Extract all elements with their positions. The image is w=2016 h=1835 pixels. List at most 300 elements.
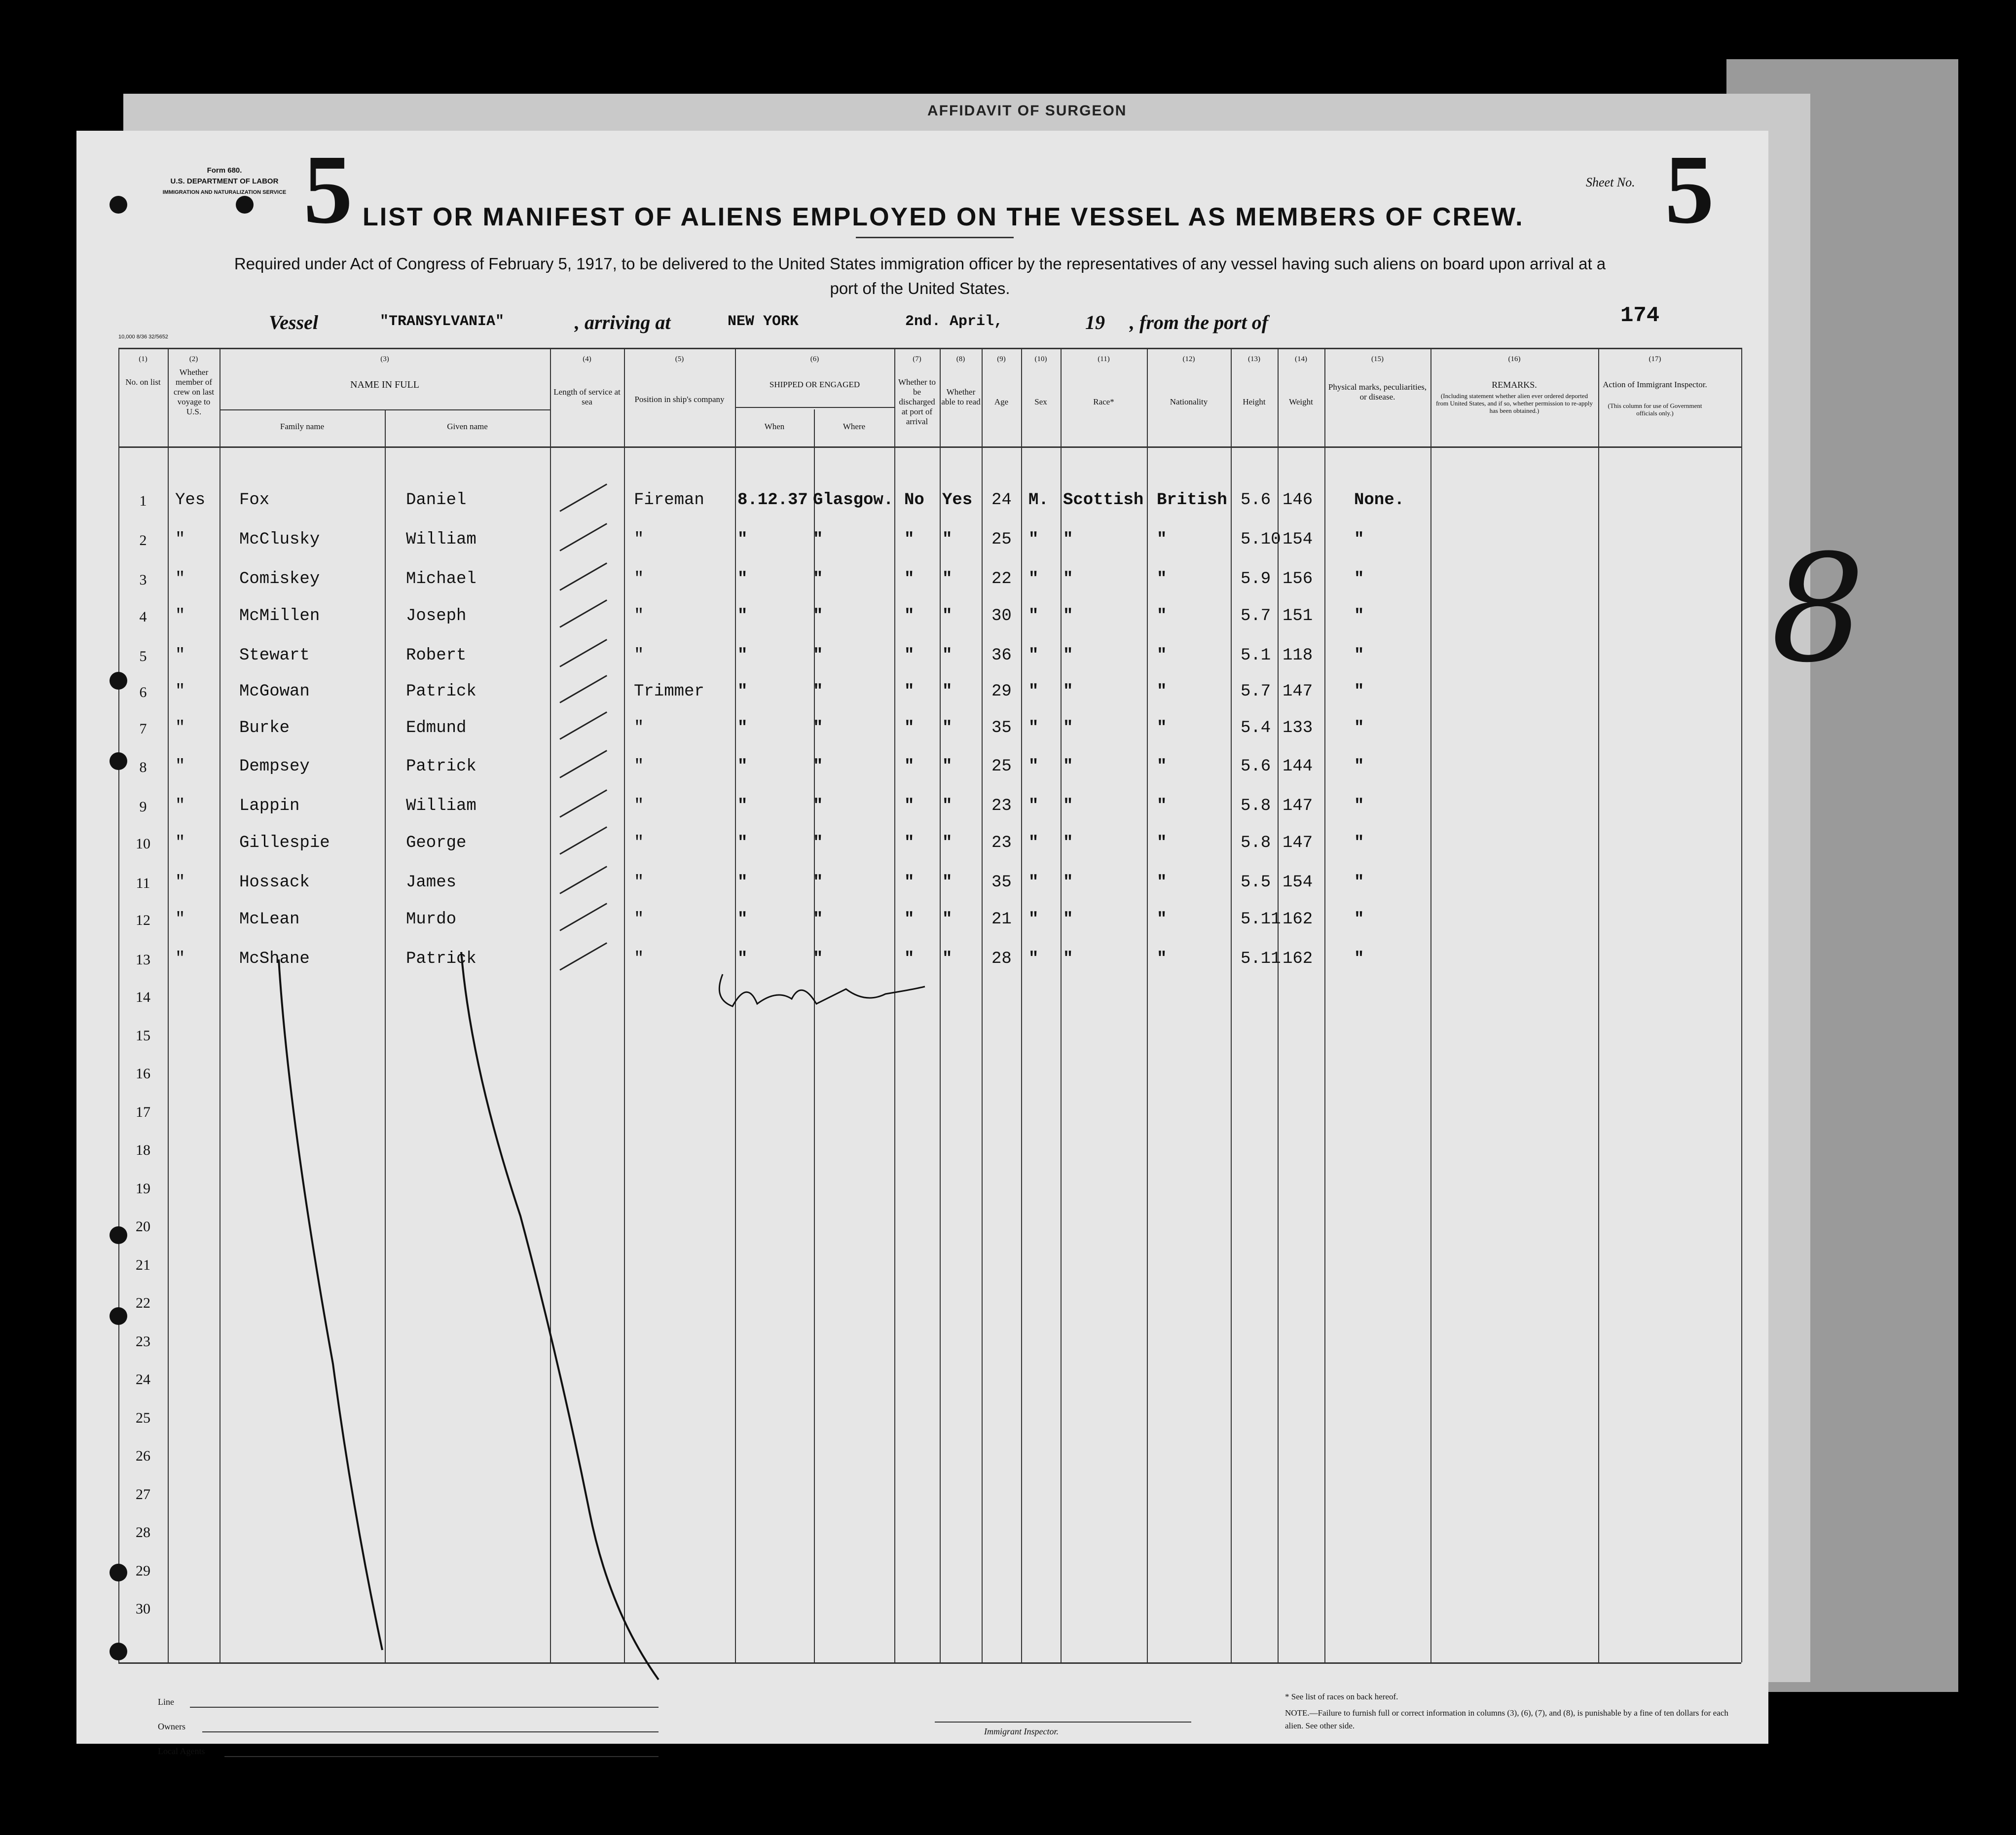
cell-read: ": [942, 646, 953, 665]
row-number: 24: [136, 1371, 150, 1388]
department-name: U.S. DEPARTMENT OF LABOR: [170, 177, 279, 185]
cell-height: 5.8: [1241, 834, 1271, 852]
row-number: 21: [136, 1257, 150, 1273]
sheet-number-right: 5: [1665, 135, 1714, 244]
family-name-ditto-stroke: [279, 959, 382, 1650]
cell-given: Patrick: [406, 682, 477, 701]
cell-family: Hossack: [239, 873, 310, 892]
cell-marks: ": [1354, 873, 1364, 892]
cell-age: 35: [991, 873, 1012, 892]
row-number: 6: [139, 684, 147, 700]
cell-position: ": [634, 950, 644, 968]
cell-weight: 118: [1283, 646, 1313, 665]
row-number: 22: [136, 1295, 150, 1311]
cell-read: ": [942, 570, 953, 588]
col-head-previous-voyage: Whether member of crew on last voyage to U.S.: [173, 367, 215, 416]
cell-where: ": [813, 797, 823, 815]
cell-weight: 146: [1283, 491, 1313, 510]
cell-marks: ": [1354, 570, 1364, 588]
cell-when: ": [737, 607, 748, 625]
row-number: 8: [139, 759, 147, 775]
cell-where: ": [813, 834, 823, 852]
cell-prev: ": [175, 570, 185, 588]
cell-race: ": [1063, 910, 1073, 929]
col-head-shipped-or-engaged: SHIPPED OR ENGAGED: [769, 380, 860, 389]
manifest-sheet: [76, 131, 1768, 1756]
punch-hole: [110, 1643, 127, 1660]
col-head-inspector-action: Action of Immigrant Inspector.: [1603, 380, 1707, 389]
cell-marks: ": [1354, 834, 1364, 852]
punch-hole: [110, 672, 127, 690]
cell-nationality: ": [1157, 950, 1167, 968]
col-head-physical-marks: Physical marks, peculiarities, or disease.: [1328, 382, 1427, 402]
col-head-given-name: Given name: [447, 422, 488, 431]
vessel-label: Vessel: [269, 311, 318, 333]
cell-position: Trimmer: [634, 682, 704, 701]
cell-marks: ": [1354, 646, 1364, 665]
cell-race: ": [1063, 950, 1073, 968]
col-num-15: (15): [1371, 355, 1384, 363]
cell-age: 28: [991, 950, 1012, 968]
cell-given: Edmund: [406, 719, 467, 737]
row-number: 13: [136, 952, 150, 968]
cell-height: 5.6: [1241, 491, 1271, 510]
cell-position: ": [634, 570, 644, 588]
cell-age: 36: [991, 646, 1012, 665]
col-head-able-to-read: Whether able to read: [941, 387, 981, 406]
page-title: LIST OR MANIFEST OF ALIENS EMPLOYED ON THE VESSEL AS MEMBERS OF CREW.: [363, 203, 1524, 231]
cell-prev: ": [175, 530, 185, 549]
cell-read: ": [942, 834, 953, 852]
cell-when: 8.12.37: [737, 491, 808, 510]
cell-family: McShane: [239, 950, 310, 968]
cell-read: Yes: [942, 491, 973, 510]
cell-family: Lappin: [239, 797, 300, 815]
cell-sex: ": [1028, 834, 1039, 852]
cell-marks: ": [1354, 682, 1364, 701]
cell-race: ": [1063, 797, 1073, 815]
cell-age: 25: [991, 530, 1012, 549]
cell-when: ": [737, 757, 748, 776]
cell-weight: 133: [1283, 719, 1313, 737]
cell-prev: ": [175, 950, 185, 968]
col-num-11: (11): [1098, 355, 1110, 363]
cell-race: ": [1063, 646, 1073, 665]
cell-marks: ": [1354, 950, 1364, 968]
cell-race: Scottish: [1063, 491, 1144, 510]
row-number: 11: [136, 875, 150, 891]
cell-sex: ": [1028, 607, 1039, 625]
col-head-discharged: Whether to be discharged at port of arrival: [898, 377, 936, 426]
row-number: 7: [139, 721, 147, 737]
cell-race: ": [1063, 682, 1073, 701]
cell-given: William: [406, 797, 477, 815]
cell-age: 30: [991, 607, 1012, 625]
cell-age: 22: [991, 570, 1012, 588]
race-footnote: * See list of races on back hereof.: [1285, 1692, 1398, 1701]
cell-given: Daniel: [406, 491, 467, 510]
punch-hole: [110, 752, 127, 770]
col-head-position: Position in ship's company: [634, 395, 725, 404]
cell-where: ": [813, 873, 823, 892]
cell-age: 23: [991, 797, 1012, 815]
print-code: 10,000 8/36 32/5652: [118, 334, 168, 340]
cell-family: Dempsey: [239, 757, 310, 776]
cell-given: Murdo: [406, 910, 457, 929]
cell-race: ": [1063, 570, 1073, 588]
cell-position: ": [634, 873, 644, 892]
col-num-8: (8): [956, 355, 965, 363]
cell-where: ": [813, 910, 823, 929]
cell-read: ": [942, 797, 953, 815]
row-number: 23: [136, 1333, 150, 1350]
cell-age: 23: [991, 834, 1012, 852]
cell-discharged: ": [904, 719, 915, 737]
row-number: 10: [136, 836, 150, 852]
cell-sex: M.: [1028, 491, 1049, 510]
row-number: 18: [136, 1142, 150, 1158]
cell-family: McLean: [239, 910, 300, 929]
cell-weight: 162: [1283, 950, 1313, 968]
cell-where: ": [813, 950, 823, 968]
cell-family: Comiskey: [239, 570, 320, 588]
year-label: 19: [1085, 311, 1105, 333]
cell-where: Glasgow.: [813, 491, 894, 510]
cell-prev: ": [175, 682, 185, 701]
col-head-age: Age: [994, 397, 1009, 406]
cell-sex: ": [1028, 719, 1039, 737]
cell-given: Robert: [406, 646, 467, 665]
cell-when: ": [737, 910, 748, 929]
cell-prev: ": [175, 910, 185, 929]
cell-position: Fireman: [634, 491, 704, 510]
cell-weight: 147: [1283, 834, 1313, 852]
cell-sex: ": [1028, 530, 1039, 549]
row-number: 15: [136, 1028, 150, 1044]
cell-given: William: [406, 530, 477, 549]
cell-discharged: ": [904, 873, 915, 892]
col-head-name-in-full: NAME IN FULL: [350, 379, 419, 390]
punch-hole: [110, 1564, 127, 1581]
col-head-no-on-list: No. on list: [125, 377, 161, 387]
cell-position: ": [634, 910, 644, 929]
cell-height: 5.11: [1241, 950, 1281, 968]
cell-when: ": [737, 646, 748, 665]
given-name-ditto-stroke: [461, 952, 659, 1680]
cell-read: ": [942, 607, 953, 625]
cell-given: George: [406, 834, 467, 852]
cell-prev: ": [175, 719, 185, 737]
cell-weight: 154: [1283, 873, 1313, 892]
cell-where: ": [813, 757, 823, 776]
cell-weight: 151: [1283, 607, 1313, 625]
row-number: 20: [136, 1218, 150, 1235]
col-num-3: (3): [380, 355, 389, 363]
punch-hole: [110, 1226, 127, 1244]
affidavit-title: AFFIDAVIT OF SURGEON: [927, 103, 1127, 119]
cell-discharged: ": [904, 950, 915, 968]
row-number: 14: [136, 989, 150, 1005]
col-num-17: (17): [1649, 355, 1661, 363]
cell-discharged: ": [904, 910, 915, 929]
cell-marks: None.: [1354, 491, 1405, 510]
cell-height: 5.8: [1241, 797, 1271, 815]
row-number: 17: [136, 1104, 150, 1120]
cell-discharged: ": [904, 682, 915, 701]
col-num-2: (2): [189, 355, 198, 363]
col-head-remarks: REMARKS.: [1492, 380, 1537, 390]
col-num-7: (7): [913, 355, 921, 363]
cell-prev: ": [175, 646, 185, 665]
cell-marks: ": [1354, 757, 1364, 776]
cell-height: 5.7: [1241, 682, 1271, 701]
row-number: 28: [136, 1524, 150, 1541]
row-number: 3: [139, 572, 147, 588]
cell-nationality: ": [1157, 834, 1167, 852]
cell-nationality: ": [1157, 797, 1167, 815]
cell-position: ": [634, 646, 644, 665]
cell-weight: 156: [1283, 570, 1313, 588]
col-head-sex: Sex: [1034, 397, 1047, 406]
cell-sex: ": [1028, 910, 1039, 929]
cell-nationality: British: [1157, 491, 1227, 510]
cell-sex: ": [1028, 873, 1039, 892]
col-num-4: (4): [583, 355, 591, 363]
cell-race: ": [1063, 834, 1073, 852]
cell-when: ": [737, 682, 748, 701]
row-number: 30: [136, 1601, 150, 1617]
cell-when: ": [737, 834, 748, 852]
footer-agents-field: [224, 1756, 659, 1757]
cell-read: ": [942, 757, 953, 776]
cell-prev: ": [175, 607, 185, 625]
cell-sex: ": [1028, 682, 1039, 701]
cell-weight: 147: [1283, 797, 1313, 815]
cell-family: McClusky: [239, 530, 320, 549]
cell-where: ": [813, 719, 823, 737]
cell-nationality: ": [1157, 530, 1167, 549]
cell-race: ": [1063, 873, 1073, 892]
row-number: 16: [136, 1065, 150, 1082]
col-num-13: (13): [1248, 355, 1260, 363]
cell-position: ": [634, 719, 644, 737]
cell-discharged: ": [904, 530, 915, 549]
penalty-note: NOTE.—Failure to furnish full or correct information in columns (3), (6), (7), and (8), is punishable by a fine of ten dollars for each alien. See other side.: [1285, 1708, 1728, 1730]
cell-given: Michael: [406, 570, 477, 588]
col-head-where: Where: [843, 422, 866, 431]
cell-when: ": [737, 570, 748, 588]
cell-where: ": [813, 530, 823, 549]
cell-marks: ": [1354, 719, 1364, 737]
cell-age: 35: [991, 719, 1012, 737]
master-signature: [719, 974, 925, 1006]
cell-where: ": [813, 570, 823, 588]
sheet-number-left: 5: [303, 135, 353, 244]
row-number: 1: [139, 493, 147, 509]
footer-agents-label: Local Agents: [158, 1746, 205, 1756]
cell-where: ": [813, 646, 823, 665]
cell-nationality: ": [1157, 757, 1167, 776]
cell-weight: 162: [1283, 910, 1313, 929]
cell-when: ": [737, 530, 748, 549]
cell-where: ": [813, 607, 823, 625]
col-head-when: When: [764, 422, 785, 431]
cell-position: ": [634, 530, 644, 549]
cell-family: McMillen: [239, 607, 320, 625]
cell-prev: ": [175, 797, 185, 815]
footer-line-field: [190, 1707, 659, 1708]
cell-age: 24: [991, 491, 1012, 510]
col-head-inspector-note: (This column for use of Government officials only.): [1608, 402, 1702, 417]
cell-prev: ": [175, 834, 185, 852]
cell-marks: ": [1354, 607, 1364, 625]
col-head-race: Race*: [1093, 397, 1114, 406]
punch-hole: [110, 1307, 127, 1325]
arriving-label: , arriving at: [575, 311, 671, 333]
col-head-weight: Weight: [1289, 397, 1313, 406]
row-number: 29: [136, 1563, 150, 1579]
cell-read: ": [942, 950, 953, 968]
cell-nationality: ": [1157, 910, 1167, 929]
col-head-family-name: Family name: [280, 422, 325, 431]
row-number: 12: [136, 912, 150, 928]
cell-height: 5.7: [1241, 607, 1271, 625]
col-num-12: (12): [1182, 355, 1195, 363]
cell-weight: 154: [1283, 530, 1313, 549]
handwritten-marks: [76, 131, 1768, 1744]
cell-age: 21: [991, 910, 1012, 929]
cell-position: ": [634, 797, 644, 815]
cell-sex: ": [1028, 757, 1039, 776]
cell-read: ": [942, 910, 953, 929]
cell-discharged: ": [904, 646, 915, 665]
cell-height: 5.11: [1241, 910, 1281, 929]
row-number: 27: [136, 1486, 150, 1503]
cell-height: 5.6: [1241, 757, 1271, 776]
cell-sex: ": [1028, 797, 1039, 815]
cell-position: ": [634, 607, 644, 625]
col-num-10: (10): [1034, 355, 1047, 363]
sheet-label: Sheet No.: [1586, 175, 1635, 189]
cell-nationality: ": [1157, 646, 1167, 665]
cell-nationality: ": [1157, 873, 1167, 892]
cell-when: ": [737, 950, 748, 968]
cell-family: McGowan: [239, 682, 310, 701]
col-head-length-of-service: Length of service at sea: [553, 387, 621, 406]
cell-marks: ": [1354, 797, 1364, 815]
col-head-nationality: Nationality: [1170, 397, 1208, 406]
cell-age: 29: [991, 682, 1012, 701]
footer-owners-field: [202, 1731, 659, 1732]
row-number: 26: [136, 1448, 150, 1464]
cell-read: ": [942, 719, 953, 737]
cell-height: 5.5: [1241, 873, 1271, 892]
cell-family: Fox: [239, 491, 270, 510]
cell-nationality: ": [1157, 719, 1167, 737]
cell-family: Burke: [239, 719, 290, 737]
cell-discharged: ": [904, 757, 915, 776]
cell-position: ": [634, 834, 644, 852]
cell-sex: ": [1028, 570, 1039, 588]
cell-marks: ": [1354, 530, 1364, 549]
cell-race: ": [1063, 757, 1073, 776]
cell-discharged: ": [904, 834, 915, 852]
cell-sex: ": [1028, 950, 1039, 968]
inspector-signature-line: [935, 1722, 1191, 1723]
cell-given: Patrick: [406, 950, 477, 968]
page-subtitle: Required under Act of Congress of February 5, 1917, to be delivered to the United States immigration officer by the representatives of any vessel having such aliens on board upon arrival at a port of the United States.: [234, 255, 1606, 297]
cell-race: ": [1063, 719, 1073, 737]
cell-nationality: ": [1157, 682, 1167, 701]
vessel-name: "TRANSYLVANIA": [380, 313, 505, 330]
col-num-5: (5): [675, 355, 684, 363]
cell-height: 5.4: [1241, 719, 1271, 737]
col-num-9: (9): [997, 355, 1006, 363]
cell-position: ": [634, 757, 644, 776]
row-number: 25: [136, 1410, 150, 1426]
cell-discharged: ": [904, 607, 915, 625]
cell-discharged: ": [904, 570, 915, 588]
handwritten-side-mark: 8: [1771, 523, 1865, 695]
cell-read: ": [942, 873, 953, 892]
col-num-6: (6): [810, 355, 819, 363]
row-number: 5: [139, 648, 147, 664]
cell-given: Joseph: [406, 607, 467, 625]
cell-race: ": [1063, 530, 1073, 549]
from-port-label: , from the port of: [1130, 311, 1269, 333]
col-head-height: Height: [1243, 397, 1266, 406]
cell-discharged: ": [904, 797, 915, 815]
punch-hole: [236, 196, 254, 214]
form-number: Form 680.: [207, 166, 242, 175]
cell-height: 5.9: [1241, 570, 1271, 588]
row-number: 9: [139, 799, 147, 815]
cell-when: ": [737, 797, 748, 815]
cell-prev: Yes: [175, 491, 206, 510]
col-num-1: (1): [139, 355, 147, 363]
cell-when: ": [737, 719, 748, 737]
cell-weight: 144: [1283, 757, 1313, 776]
col-head-remarks-note: (Including statement whether alien ever ordered deported from United States, and if so, whether permission to re-apply has been obtained.): [1435, 392, 1593, 414]
cell-prev: ": [175, 757, 185, 776]
cell-given: Patrick: [406, 757, 477, 776]
cell-read: ": [942, 682, 953, 701]
cell-where: ": [813, 682, 823, 701]
page-number-stamp: 174: [1620, 303, 1660, 328]
cell-nationality: ": [1157, 570, 1167, 588]
cell-prev: ": [175, 873, 185, 892]
cell-race: ": [1063, 607, 1073, 625]
footer-line-label: Line: [158, 1697, 174, 1707]
cell-when: ": [737, 873, 748, 892]
service-name: IMMIGRATION AND NATURALIZATION SERVICE: [162, 189, 287, 195]
footer-owners-label: Owners: [158, 1722, 185, 1731]
cell-given: James: [406, 873, 457, 892]
cell-height: 5.1: [1241, 646, 1271, 665]
immigrant-inspector-label: Immigrant Inspector.: [984, 1726, 1059, 1736]
cell-height: 5.10: [1241, 530, 1281, 549]
arriving-port: NEW YORK: [728, 313, 799, 330]
punch-hole: [110, 196, 127, 214]
col-num-14: (14): [1295, 355, 1307, 363]
cell-family: Gillespie: [239, 834, 330, 852]
cell-sex: ": [1028, 646, 1039, 665]
cell-marks: ": [1354, 910, 1364, 929]
cell-read: ": [942, 530, 953, 549]
cell-family: Stewart: [239, 646, 310, 665]
row-number: 2: [139, 532, 147, 549]
cell-age: 25: [991, 757, 1012, 776]
